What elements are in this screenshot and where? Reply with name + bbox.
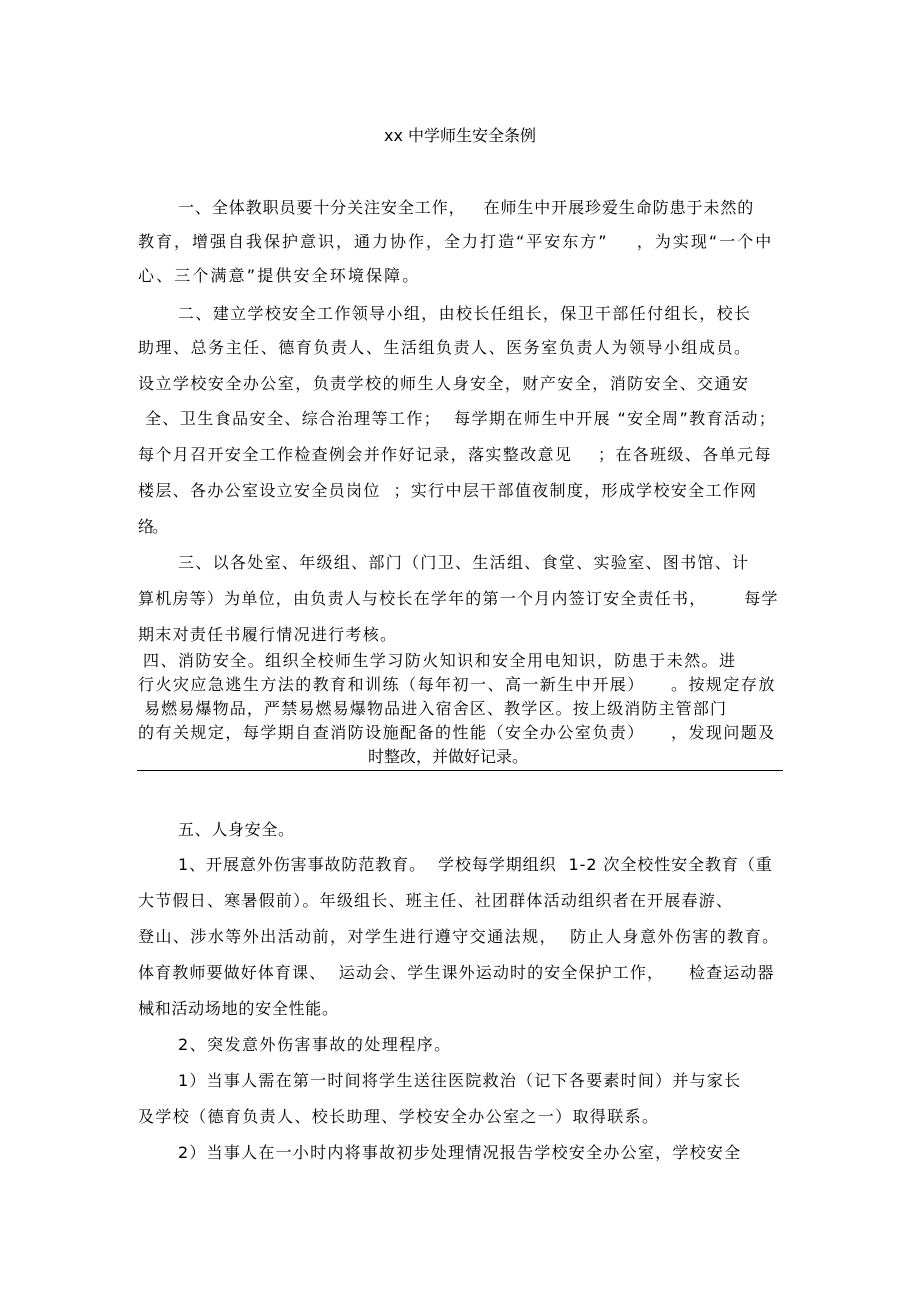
text-line: 械和活动场地的安全性能。 bbox=[138, 999, 339, 1018]
text-line: 楼层、各办公室设立安全员岗位 ；实行中层干部值夜制度，形成学校安全工作网 bbox=[138, 481, 758, 500]
text-line: 易燃易爆物品，严禁易燃易爆物品进入宿舍区、教学区。按上级消防主管部门 bbox=[144, 699, 728, 718]
page-divider bbox=[137, 770, 783, 771]
text-line: 全、卫生食品安全、综合治理等工作； 每学期在师生中开展 “安全周”教育活动； bbox=[145, 409, 777, 428]
text-line: 2、突发意外伤害事故的处理程序。 bbox=[178, 1035, 452, 1054]
text-line: 时整改，并做好记录。 bbox=[368, 747, 529, 766]
text-line: 教育，增强自我保护意识，通力协作，全力打造“平安东方” ，为实现“一个中 bbox=[138, 232, 774, 251]
text-line: 心、三个满意”提供安全环境保障。 bbox=[138, 266, 421, 285]
text-line: 行火灾应急逃生方法的教育和训练（每年初一、高一新生中开展） 。按规定存放 bbox=[138, 675, 776, 694]
text-line: 2）当事人在一小时内将事故初步处理情况报告学校安全办公室，学校安全 bbox=[178, 1143, 742, 1162]
text-line: 一、全体教职员要十分关注安全工作， 在师生中开展珍爱生命防患于未然的 bbox=[178, 198, 755, 217]
text-line: 每个月召开安全工作检查例会并作好记录，落实整改意见 ；在各班级、各单元每 bbox=[138, 445, 772, 464]
text-line: 体育教师要做好体育课、 运动会、学生课外运动时的安全保护工作， 检查运动器 bbox=[138, 963, 775, 982]
document-title: xx 中学师生安全条例 bbox=[383, 126, 537, 145]
text-line: 及学校（德育负责人、校长助理、学校安全办公室之一）取得联系。 bbox=[138, 1107, 660, 1126]
text-line: 1）当事人需在第一时间将学生送往医院救治（记下各要素时间）并与家长 bbox=[178, 1071, 742, 1090]
text-line: 大节假日、寒暑假前）。年级组长、班主任、社团群体活动组织者在开展春游、 bbox=[138, 891, 734, 910]
text-line: 助理、总务主任、德育负责人、生活组负责人、医务室负责人为领导小组成员。 bbox=[138, 338, 752, 357]
text-line: 的有关规定，每学期自查消防设施配备的性能（安全办公室负责） ，发现问题及 bbox=[138, 723, 776, 742]
text-line: 登山、涉水等外出活动前，对学生进行遵守交通法规， 防止人身意外伤害的教育。 bbox=[138, 927, 780, 946]
text-line: 算机房等）为单位，由负责人与校长在学年的第一个月内签订安全责任书， 每学 bbox=[138, 589, 779, 608]
text-line: 设立学校安全办公室，负责学校的师生人身安全，财产安全，消防安全、交通安 bbox=[138, 374, 750, 393]
text-line: 络。 bbox=[138, 517, 167, 536]
text-line: 期末对责任书履行情况进行考核。 bbox=[138, 625, 398, 644]
text-line: 五、人身安全。 bbox=[178, 820, 295, 839]
text-line: 三、以各处室、年级组、部门（门卫、生活组、食堂、实验室、图书馆、计 bbox=[178, 553, 750, 572]
text-line: 1、开展意外伤害事故防范教育。 学校每学期组织 1-2 次全校性安全教育（重 bbox=[178, 855, 773, 874]
text-line: 四、消防安全。组织全校师生学习防火知识和安全用电知识，防患于未然。进 bbox=[143, 651, 737, 670]
text-line: 二、建立学校安全工作领导小组，由校长任组长，保卫干部任付组长，校长 bbox=[178, 304, 752, 323]
